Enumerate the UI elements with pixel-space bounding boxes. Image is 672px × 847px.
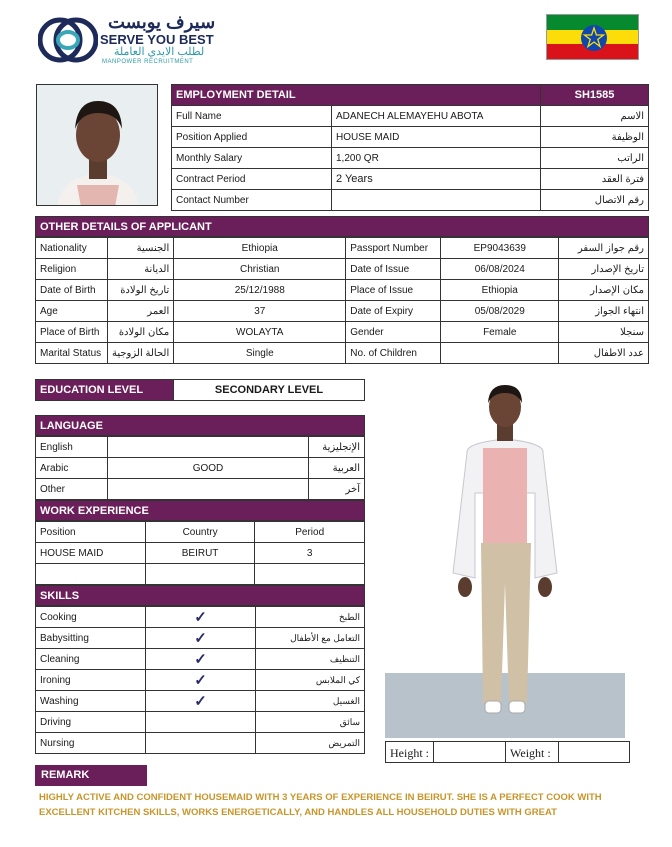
field-label: Passport Number [346, 238, 441, 259]
other-details-title: OTHER DETAILS OF APPLICANT [36, 217, 649, 237]
table-row [36, 437, 365, 458]
skill-label-arabic: التمريض [256, 733, 365, 754]
education-label: EDUCATION LEVEL [36, 380, 174, 401]
skill-label-arabic: التعامل مع الأطفال [256, 628, 365, 649]
field-label: Position Applied [172, 127, 332, 148]
field-value: Ethiopia [174, 238, 346, 259]
skills-title: SKILLS [36, 586, 365, 606]
table-row [36, 691, 365, 712]
logo-english-sub: MANPOWER RECRUITMENT [102, 59, 194, 65]
field-label-arabic: الراتب [541, 148, 649, 169]
language-label: English [36, 437, 108, 458]
field-label: Place of Issue [346, 280, 441, 301]
work-cell [145, 564, 255, 585]
work-cell [255, 564, 365, 585]
table-row [172, 106, 649, 127]
logo-arabic-sub: لطلب الايدي العاملة [114, 46, 205, 58]
field-value [441, 343, 559, 364]
table-row [36, 564, 365, 585]
language-title: LANGUAGE [36, 416, 365, 436]
table-row [36, 628, 365, 649]
field-label-arabic: انتهاء الجواز [559, 301, 649, 322]
field-label: Gender [346, 322, 441, 343]
column-header: Country [145, 522, 255, 543]
field-label-arabic: سنجلا [559, 322, 649, 343]
field-value: 25/12/1988 [174, 280, 346, 301]
field-label-arabic: مكان الإصدار [559, 280, 649, 301]
table-row [36, 479, 365, 500]
employment-title: EMPLOYMENT DETAIL [172, 85, 541, 106]
work-cell [36, 564, 146, 585]
height-value [434, 742, 506, 762]
table-row [172, 169, 649, 190]
language-label: Other [36, 479, 108, 500]
table-row [36, 280, 649, 301]
field-label-arabic: الحالة الزوجية [108, 343, 174, 364]
field-label-arabic: عدد الاطفال [559, 343, 649, 364]
field-label-arabic: الجنسية [108, 238, 174, 259]
language-level [108, 437, 309, 458]
field-label: Date of Expiry [346, 301, 441, 322]
language-table [35, 436, 365, 500]
education-section [35, 379, 365, 401]
applicant-full-photo [385, 373, 625, 738]
field-value: Christian [174, 259, 346, 280]
skill-check-icon: ✓ [146, 691, 256, 712]
work-cell: BEIRUT [145, 543, 255, 564]
table-row [36, 322, 649, 343]
column-header: Position [36, 522, 146, 543]
measurements-row [385, 741, 630, 763]
skill-label-arabic: كي الملابس [256, 670, 365, 691]
table-row [36, 649, 365, 670]
field-label: Contact Number [172, 190, 332, 211]
remark-title: REMARK [35, 765, 147, 786]
table-row [172, 190, 649, 211]
table-row [36, 458, 365, 479]
weight-value [559, 742, 629, 762]
skill-check-icon [146, 712, 256, 733]
skill-label: Cooking [36, 607, 146, 628]
field-label-arabic: العمر [108, 301, 174, 322]
language-label-arabic: آخر [309, 479, 365, 500]
logo-english-name: SERVE YOU BEST [100, 32, 214, 47]
field-value: 05/08/2029 [441, 301, 559, 322]
table-row [172, 148, 649, 169]
skills-table [35, 606, 365, 754]
field-label-arabic: الوظيفة [541, 127, 649, 148]
other-details-table [35, 237, 649, 364]
skill-label-arabic: سائق [256, 712, 365, 733]
field-label: Religion [36, 259, 108, 280]
company-logo [38, 12, 238, 68]
field-label-arabic: الديانة [108, 259, 174, 280]
skill-label: Babysitting [36, 628, 146, 649]
applicant-headshot [36, 84, 158, 206]
field-label-arabic: الاسم [541, 106, 649, 127]
field-value: 37 [174, 301, 346, 322]
education-value: SECONDARY LEVEL [174, 380, 365, 401]
column-header: Period [255, 522, 365, 543]
field-label: No. of Children [346, 343, 441, 364]
table-row [172, 127, 649, 148]
field-label: Contract Period [172, 169, 332, 190]
language-section [35, 415, 365, 754]
salary-value: 1,200 QR [332, 148, 541, 169]
remark-section [35, 765, 649, 820]
field-value: Ethiopia [441, 280, 559, 301]
field-value: WOLAYTA [174, 322, 346, 343]
skill-label-arabic: الغسيل [256, 691, 365, 712]
table-row [36, 238, 649, 259]
skill-check-icon: ✓ [146, 649, 256, 670]
field-label: Full Name [172, 106, 332, 127]
work-cell: 3 [255, 543, 365, 564]
table-row [36, 670, 365, 691]
table-row [36, 712, 365, 733]
full-name-value: ADANECH ALEMAYEHU ABOTA [332, 106, 541, 127]
work-experience-table [35, 521, 365, 585]
other-details-section [35, 216, 649, 364]
work-experience-title: WORK EXPERIENCE [36, 501, 365, 521]
employment-detail-section [171, 84, 649, 211]
field-label-arabic: رقم الاتصال [541, 190, 649, 211]
skill-check-icon: ✓ [146, 628, 256, 649]
weight-label: Weight : [506, 742, 559, 762]
field-label-arabic: فترة العقد [541, 169, 649, 190]
field-label: Marital Status [36, 343, 108, 364]
contact-number-value [332, 190, 541, 211]
table-row [36, 522, 365, 543]
field-label: Date of Issue [346, 259, 441, 280]
ethiopia-flag [546, 14, 639, 60]
field-label-arabic: رقم جواز السفر [559, 238, 649, 259]
field-value: Female [441, 322, 559, 343]
field-label: Monthly Salary [172, 148, 332, 169]
skill-label: Driving [36, 712, 146, 733]
position-value: HOUSE MAID [332, 127, 541, 148]
skill-label: Cleaning [36, 649, 146, 670]
logo-arabic-name: سيرف يوبست [108, 12, 216, 32]
table-row [36, 259, 649, 280]
logo-mark-icon [38, 16, 98, 64]
field-label: Nationality [36, 238, 108, 259]
table-row [36, 343, 649, 364]
field-label: Date of Birth [36, 280, 108, 301]
remark-text: HIGHLY ACTIVE AND CONFIDENT HOUSEMAID WITH 3 YEARS OF EXPERIENCE IN BEIRUT. SHE IS A PERFECT COOK WITH EXCELLENT KITCHEN SKILLS, WORKS ENERGETICALLY, AND HANDLES ALL HOUSEHOLD DUTIES WITH GREAT [39, 792, 602, 818]
table-row [36, 607, 365, 628]
flag-star-icon [580, 24, 608, 52]
skill-label: Washing [36, 691, 146, 712]
language-label-arabic: العربية [309, 458, 365, 479]
work-cell: HOUSE MAID [36, 543, 146, 564]
field-label: Place of Birth [36, 322, 108, 343]
skill-check-icon: ✓ [146, 607, 256, 628]
field-label-arabic: تاريخ الولادة [108, 280, 174, 301]
contract-period-value: 2 Years [332, 169, 541, 190]
field-label-arabic: مكان الولادة [108, 322, 174, 343]
skill-label-arabic: الطبخ [256, 607, 365, 628]
field-label-arabic: تاريخ الإصدار [559, 259, 649, 280]
table-row [36, 301, 649, 322]
field-value: 06/08/2024 [441, 259, 559, 280]
language-level [108, 479, 309, 500]
language-level: GOOD [108, 458, 309, 479]
field-value: Single [174, 343, 346, 364]
language-label: Arabic [36, 458, 108, 479]
skill-check-icon [146, 733, 256, 754]
language-label-arabic: الإنجليزية [309, 437, 365, 458]
table-row [36, 543, 365, 564]
skill-label-arabic: التنظيف [256, 649, 365, 670]
skill-label: Ironing [36, 670, 146, 691]
skill-check-icon: ✓ [146, 670, 256, 691]
skill-label: Nursing [36, 733, 146, 754]
table-row [36, 733, 365, 754]
reference-number: SH1585 [541, 85, 649, 106]
field-label: Age [36, 301, 108, 322]
height-label: Height : [386, 742, 434, 762]
field-value: EP9043639 [441, 238, 559, 259]
